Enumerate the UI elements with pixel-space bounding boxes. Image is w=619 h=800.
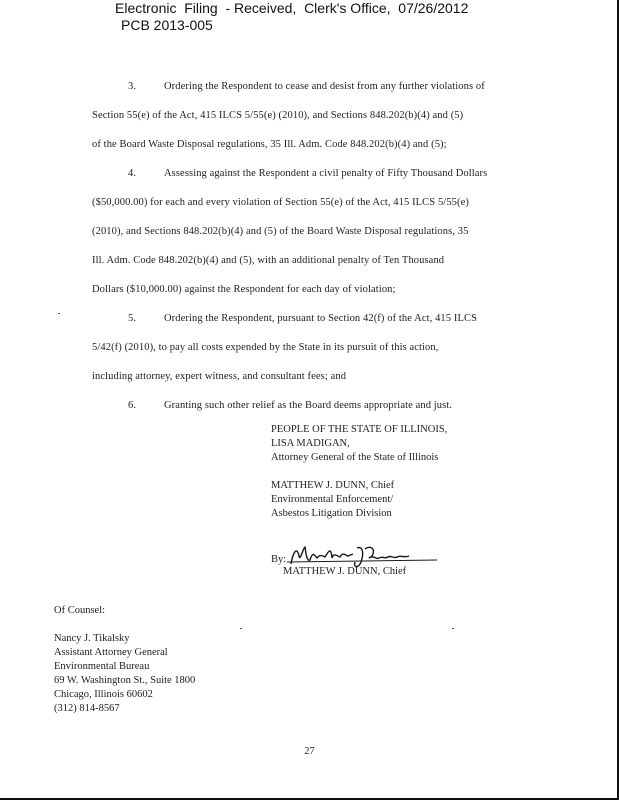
filing-stamp-case-number: PCB 2013-005 — [121, 17, 213, 33]
by-label: By: — [271, 554, 287, 565]
filing-stamp-line1: Electronic Filing - Received, Clerk's Office, 07/26/2012 — [115, 0, 469, 16]
paragraph-line: Granting such other relief as the Board deems appropriate and just. — [164, 400, 453, 411]
attorney-general-name: LISA MADIGAN, — [271, 438, 350, 449]
signer-name: MATTHEW J. DUNN, Chief — [283, 566, 407, 577]
paragraph-line: ($50,000.00) for each and every violation of Section 55(e) of the Act, 415 ILCS 5/55(e) — [92, 197, 469, 208]
paragraph-line: Section 55(e) of the Act, 415 ILCS 5/55(e) (2010), and Sections 848.202(b)(4) and (5) — [92, 110, 464, 121]
counsel-city: Chicago, Illinois 60602 — [54, 689, 153, 700]
paragraph-line: 5/42(f) (2010), to pay all costs expended by the State in its pursuit of this action, — [92, 342, 439, 353]
paragraph-number: 3. — [128, 81, 137, 92]
of-counsel-block — [54, 604, 195, 716]
relief-paragraphs — [92, 72, 530, 420]
page-number: 27 — [304, 746, 315, 757]
signature-block — [271, 423, 521, 521]
counsel-bureau: Environmental Bureau — [54, 661, 150, 672]
counsel-phone: (312) 814-8567 — [54, 703, 120, 714]
paragraph-number: 5. — [128, 313, 137, 324]
filing-stamp — [115, 0, 468, 34]
scan-speck — [240, 628, 242, 629]
party-name: PEOPLE OF THE STATE OF ILLINOIS, — [271, 424, 448, 435]
paragraph-6 — [92, 391, 530, 420]
paragraph-line: Ordering the Respondent, pursuant to Section 42(f) of the Act, 415 ILCS — [164, 313, 478, 324]
division-line-2: Asbestos Litigation Division — [271, 508, 392, 519]
counsel-title: Assistant Attorney General — [54, 647, 168, 658]
of-counsel-heading: Of Counsel: — [54, 605, 106, 616]
scan-speck — [58, 313, 60, 314]
paragraph-number: 6. — [128, 400, 137, 411]
signature-line — [271, 546, 441, 582]
attorney-general-title: Attorney General of the State of Illinois — [271, 452, 439, 463]
paragraph-4 — [92, 159, 530, 304]
division-line-1: Environmental Enforcement/ — [271, 494, 394, 505]
counsel-address: 69 W. Washington St., Suite 1800 — [54, 675, 196, 686]
paragraph-3 — [92, 72, 530, 159]
paragraph-line: (2010), and Sections 848.202(b)(4) and (5) of the Board Waste Disposal regulations, 35 — [92, 226, 469, 237]
paragraph-line: of the Board Waste Disposal regulations, 35 Ill. Adm. Code 848.202(b)(4) and (5); — [92, 139, 447, 150]
counsel-name: Nancy J. Tikalsky — [54, 633, 130, 644]
paragraph-line: Assessing against the Respondent a civil penalty of Fifty Thousand Dollars — [164, 168, 488, 179]
scan-speck — [452, 628, 454, 629]
paragraph-number: 4. — [128, 168, 137, 179]
paragraph-line: Ordering the Respondent to cease and desist from any further violations of — [164, 81, 485, 92]
chief-name: MATTHEW J. DUNN, Chief — [271, 480, 395, 491]
paragraph-5 — [92, 304, 530, 391]
paragraph-line: Ill. Adm. Code 848.202(b)(4) and (5), with an additional penalty of Ten Thousand — [92, 255, 445, 266]
paragraph-line: Dollars ($10,000.00) against the Respondent for each day of violation; — [92, 284, 396, 295]
paragraph-line: including attorney, expert witness, and consultant fees; and — [92, 371, 347, 382]
